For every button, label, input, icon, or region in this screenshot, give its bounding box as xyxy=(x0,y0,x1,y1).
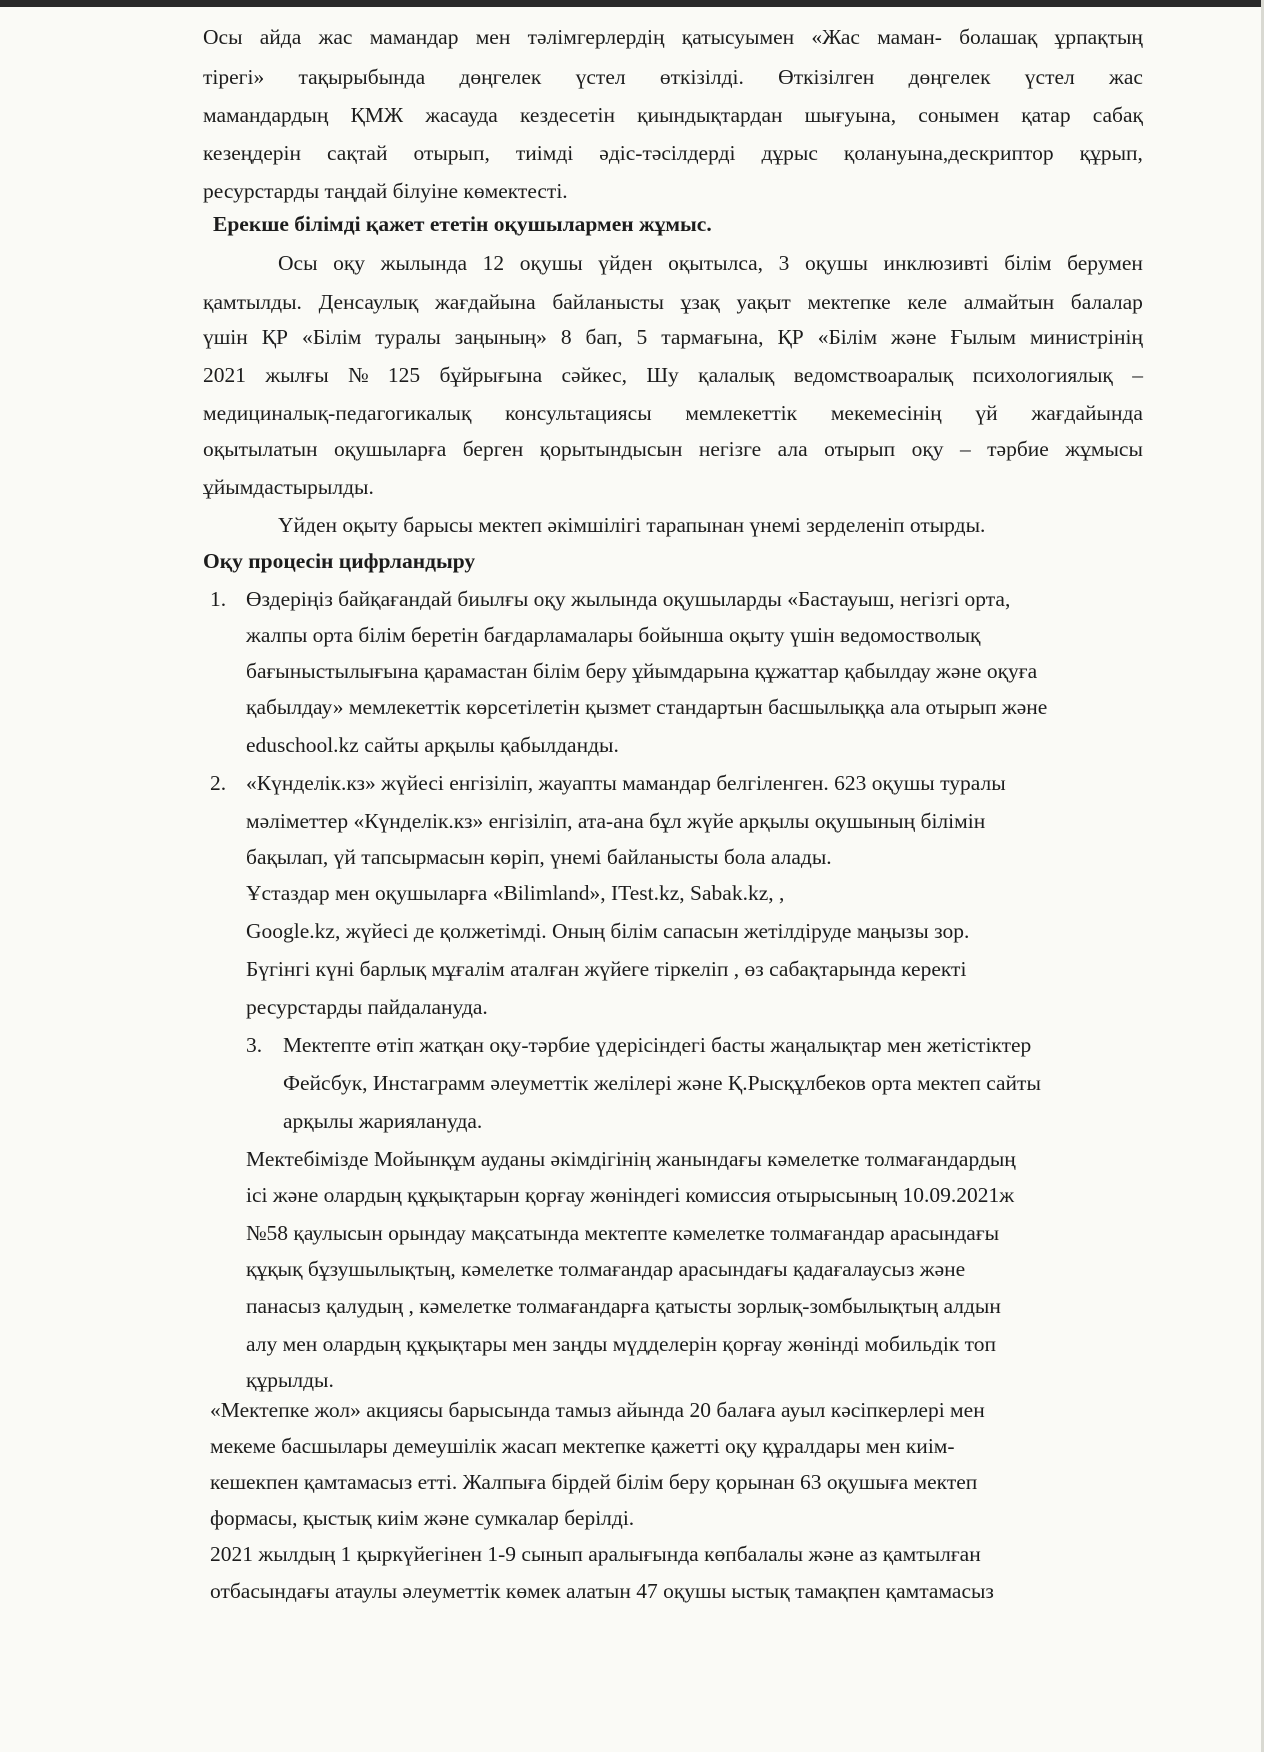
word: Осы xyxy=(203,25,243,49)
list-item-line: eduschool.kz сайты арқылы қабылданды. xyxy=(246,733,619,757)
word: сақтай xyxy=(326,141,388,165)
word: және xyxy=(891,325,937,349)
list-item-line: Бүгінгі күні барлық мұғалім аталған жүйеге тіркеліп , өз сабақтарында керекті xyxy=(246,957,967,981)
word: берумен xyxy=(1067,251,1143,275)
paragraph-line xyxy=(203,139,1143,167)
word: кездесетін xyxy=(519,103,616,127)
word: қатар xyxy=(1021,103,1071,127)
paragraph-line xyxy=(203,323,1143,351)
word: байланысты xyxy=(552,290,664,314)
word: білім xyxy=(1004,251,1052,275)
word: ала xyxy=(777,437,808,461)
word: қиындықтардан xyxy=(637,103,783,127)
list-item-line: мәліметтер «Күнделік.кз» енгізіліп, ата-ана бұл жүйе арқылы оқушының білімін xyxy=(246,809,986,833)
list-item-line: Ұстаздар мен оқушыларға «Bilimland», ITest.kz, Sabak.kz, , xyxy=(246,881,785,905)
list-item-line: ресурстарды пайдалануда. xyxy=(246,995,488,1019)
word: үшін xyxy=(203,325,248,349)
list-number: 3. xyxy=(246,1033,263,1057)
word: жасауда xyxy=(425,103,498,127)
word: айда xyxy=(259,25,302,49)
word: ҚР xyxy=(777,325,804,349)
word: сәйкес, xyxy=(561,363,627,387)
word: жылында xyxy=(380,251,468,275)
word: оқу xyxy=(333,251,366,275)
word: 5 xyxy=(636,325,648,349)
word: ҚР xyxy=(261,325,289,349)
word: № xyxy=(347,363,369,387)
word: қалалық xyxy=(698,363,775,387)
section-heading: Ерекше білімді қажет ететін оқушылармен жұмыс. xyxy=(213,212,712,236)
list-item-line: қабылдау» мемлекеттік көрсетілетін қызмет стандартын басшылыққа ала отырып және xyxy=(246,695,1048,719)
list-item-line: Мектепте өтіп жатқан оқу-тәрбие үдерісіндегі басты жаңалықтар мен жетістіктер xyxy=(283,1033,1032,1057)
word: отырып xyxy=(824,437,896,461)
word: оқушы xyxy=(804,251,868,275)
word: психологиялық xyxy=(972,363,1113,387)
paragraph-line: формасы, қыстық киім және сумкалар берілді. xyxy=(210,1506,635,1530)
list-item-line: «Күнделік.кз» жүйесі енгізіліп, жауапты мамандар белгіленген. 623 оқушы туралы xyxy=(246,771,1006,795)
word: болашақ xyxy=(959,25,1038,49)
word: 8 xyxy=(560,325,572,349)
word: ҚМЖ xyxy=(350,103,404,127)
paragraph-line: Үйден оқыту барысы мектеп әкімшілігі тарапынан үнемі зерделеніп отырды. xyxy=(278,513,986,537)
word: тәлімгерлердің xyxy=(527,25,665,49)
paragraph-line: кешекпен қамтамасыз етті. Жалпыға бірдей білім беру қорынан 63 оқушыға мектеп xyxy=(210,1470,978,1494)
paragraph-line xyxy=(203,101,1143,129)
word: бұйрығына xyxy=(439,363,543,387)
word: мамандардың xyxy=(203,103,329,127)
paragraph-line xyxy=(203,63,1143,91)
word: тармағына, xyxy=(661,325,764,349)
word: оқушы xyxy=(519,251,583,275)
word: қамтылды. xyxy=(203,290,302,314)
word: консультациясы xyxy=(505,401,652,425)
list-item-line: жалпы орта білім беретін бағдарламалары бойынша оқыту үшін ведомостволық xyxy=(246,623,981,647)
word: келе xyxy=(907,290,948,314)
word: «Жас xyxy=(811,25,860,49)
word: Денсаулық xyxy=(318,290,419,314)
word: жас xyxy=(1109,65,1143,89)
word: қолануына,дескриптор xyxy=(843,141,1054,165)
paragraph-line xyxy=(203,288,1143,316)
list-item-line: бағыныстылығына қарамастан білім беру ұйымдарына құжаттар қабылдау және оқуға xyxy=(246,659,1038,683)
paragraph-line xyxy=(278,249,1143,277)
word: қорытындысын xyxy=(539,437,683,461)
word: үстел xyxy=(1024,65,1075,89)
word: уақыт xyxy=(736,290,791,314)
paragraph-line: Мектебімізде Мойынқұм ауданы әкімдігінің жанындағы кәмелетке толмағандардың xyxy=(246,1147,1016,1171)
word: қатысуымен xyxy=(681,25,795,49)
paragraph-line: №58 қаулысын орындау мақсатында мектепте кәмелетке толмағандар арасындағы xyxy=(246,1221,1000,1245)
word: балалар xyxy=(1070,290,1143,314)
section-heading: Оқу процесін цифрландыру xyxy=(203,549,476,573)
word: Шу xyxy=(646,363,679,387)
word: ведомствоаралық xyxy=(793,363,954,387)
paragraph-line: алу мен олардың құқықтары мен заңды мүдделерін қорғау жөнінді мобильдік топ xyxy=(246,1332,997,1356)
paragraph-line: ұйымдастырылды. xyxy=(203,475,374,499)
word: дұрыс xyxy=(761,141,818,165)
word: заңының» xyxy=(454,325,547,349)
paragraph-line: ресурстарды таңдай білуіне көмектесті. xyxy=(203,179,568,203)
paragraph-line: 2021 жылдың 1 қыркүйегінен 1-9 сынып аралығында көпбалалы және аз қамтылған xyxy=(210,1542,981,1566)
word: оқу xyxy=(911,437,944,461)
word: жұмысы xyxy=(1065,437,1143,461)
word: жас xyxy=(318,25,353,49)
word: тірегі» xyxy=(203,65,265,89)
word: Өткізілген xyxy=(778,65,875,89)
paragraph-line: құқық бұзушылықтың, кәмелетке толмағандар арасындағы қадағалаусыз және xyxy=(246,1257,966,1281)
word: дөңгелек xyxy=(908,65,991,89)
paragraph-line: «Мектепке жол» акциясы барысында тамыз айында 20 балаға ауыл кәсіпкерлері мен xyxy=(210,1398,985,1422)
word: өткізілді. xyxy=(659,65,744,89)
word: мемлекеттік xyxy=(685,401,798,425)
list-item-line: Фейсбук, Инстаграмм әлеуметтік желілері және Қ.Рысқұлбеков орта мектеп сайты xyxy=(283,1071,1041,1095)
word: 125 xyxy=(387,363,421,387)
word: кезеңдерін xyxy=(203,141,301,165)
list-number: 1. xyxy=(210,587,227,611)
word: бап, xyxy=(585,325,623,349)
word: сабақ xyxy=(1092,103,1143,127)
word: отырып, xyxy=(413,141,490,165)
word: тиімді xyxy=(515,141,574,165)
word: дөңгелек xyxy=(459,65,542,89)
word: жылғы xyxy=(265,363,329,387)
word: – xyxy=(1132,363,1143,387)
word: Ғылым xyxy=(950,325,1017,349)
paragraph-line xyxy=(203,435,1143,463)
word: жағдайында xyxy=(1031,401,1143,425)
word: әдіс-тәсілдерді xyxy=(599,141,736,165)
word: мен xyxy=(475,25,511,49)
word: алмайтын xyxy=(963,290,1055,314)
paragraph-line xyxy=(203,23,1143,51)
word: негізге xyxy=(698,437,762,461)
word: үйден xyxy=(598,251,653,275)
list-item-line: бақылап, үй тапсырмасын көріп, үнемі байланысты бола алады. xyxy=(246,845,832,869)
word: оқушыларға xyxy=(333,437,447,461)
word: инклюзивті xyxy=(883,251,989,275)
word: министрінің xyxy=(1029,325,1143,349)
paragraph-line: мекеме басшылары демеушілік жасап мектепке қажетті оқу құралдары мен киім- xyxy=(210,1434,955,1458)
word: тақырыбында xyxy=(298,65,426,89)
word: берген xyxy=(462,437,524,461)
word: «Білім xyxy=(817,325,878,349)
word: жағдайына xyxy=(434,290,536,314)
paragraph-line: отбасындағы атаулы әлеуметтік көмек алатын 47 оқушы ыстық тамақпен қамтамасыз xyxy=(210,1579,994,1603)
list-number: 2. xyxy=(210,771,227,795)
word: 12 xyxy=(482,251,505,275)
word: «Білім xyxy=(301,325,362,349)
word: мектепке xyxy=(807,290,891,314)
paragraph-line: құрылды. xyxy=(246,1368,334,1392)
word: ұрпақтың xyxy=(1054,25,1143,49)
word: мекемесінің xyxy=(830,401,942,425)
word: мамандар xyxy=(369,25,459,49)
word: ұзақ xyxy=(680,290,720,314)
word: – xyxy=(959,437,971,461)
word: 2021 xyxy=(203,363,246,387)
word: үстел xyxy=(575,65,626,89)
word: құрып, xyxy=(1079,141,1143,165)
word: 3 xyxy=(778,251,790,275)
word: тәрбие xyxy=(987,437,1049,461)
word: Осы xyxy=(278,251,318,275)
list-item-line: Google.kz, жүйесі де қолжетімді. Оның білім сапасын жетілдіруде маңызы зор. xyxy=(246,919,970,943)
word: сонымен xyxy=(918,103,1000,127)
paragraph-line: ісі және олардың құқықтарын қорғау жөніндегі комиссия отырысының 10.09.2021ж xyxy=(246,1183,1015,1207)
word: шығуына, xyxy=(804,103,897,127)
word: оқытылса, xyxy=(668,251,764,275)
word: туралы xyxy=(375,325,441,349)
paragraph-line xyxy=(203,399,1143,427)
word: үй xyxy=(975,401,998,425)
list-item-line: арқылы жариялануда. xyxy=(283,1109,483,1133)
paragraph-line xyxy=(203,361,1143,389)
word: медициналық-педагогикалық xyxy=(203,401,472,425)
word: оқытылатын xyxy=(203,437,318,461)
list-item-line: Өздеріңіз байқағандай биылғы оқу жылында оқушыларды «Бастауыш, негізгі орта, xyxy=(246,587,1011,611)
paragraph-line: панасыз қалудың , кәмелетке толмағандарға қатысты зорлық-зомбылықтың алдын xyxy=(246,1294,1001,1318)
word: маман- xyxy=(877,25,942,49)
